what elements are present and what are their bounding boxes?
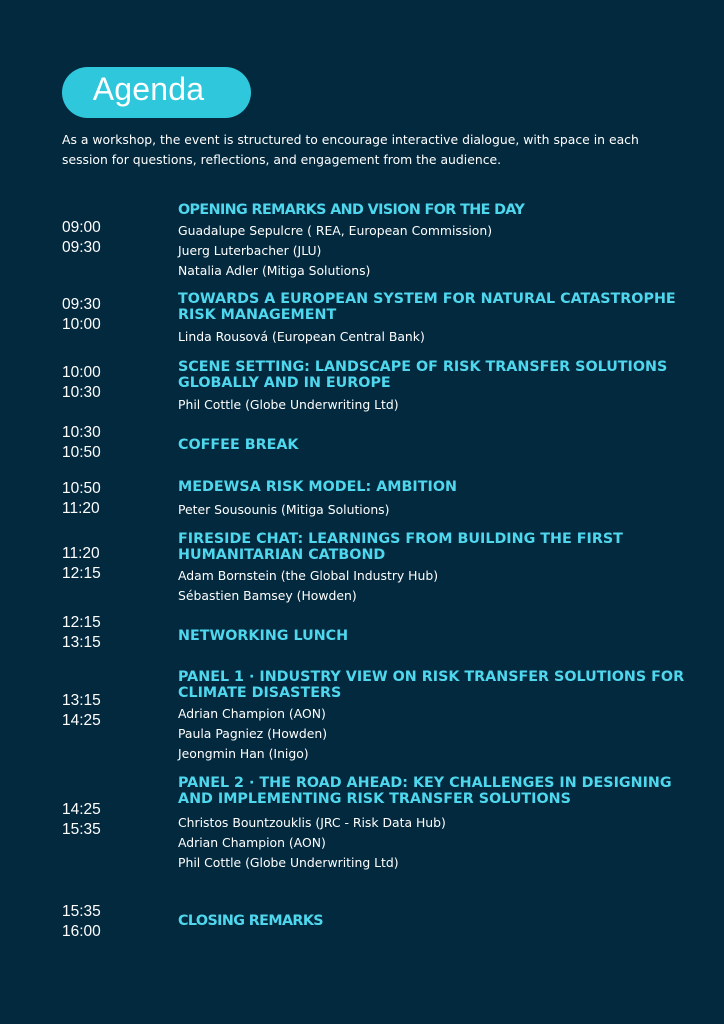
speaker: Phil Cottle (Globe Underwriting Ltd) <box>178 855 399 870</box>
start-time: 12:15 <box>62 614 101 631</box>
page-title: Agenda <box>92 71 205 107</box>
end-time: 10:00 <box>62 316 101 333</box>
session-title: CLOSING REMARKS <box>178 913 323 929</box>
speaker: Natalia Adler (Mitiga Solutions) <box>178 263 371 278</box>
end-time: 15:35 <box>62 821 101 838</box>
session-title: FIRESIDE CHAT: LEARNINGS FROM BUILDING THE FIRST HUMANITARIAN CATBOND <box>178 531 623 563</box>
session-title: PANEL 1 · INDUSTRY VIEW ON RISK TRANSFER SOLUTIONS FOR CLIMATE DISASTERS <box>178 669 685 701</box>
end-time: 16:00 <box>62 923 101 940</box>
speaker: Adam Bornstein (the Global Industry Hub) <box>178 568 439 583</box>
speaker: Christos Bountzouklis (JRC - Risk Data Hub) <box>178 815 446 830</box>
time-range <box>62 423 122 463</box>
speaker: Adrian Champion (AON) <box>178 835 326 850</box>
time-range <box>62 691 122 731</box>
speaker-list <box>178 221 698 281</box>
speaker: Jeongmin Han (Inigo) <box>178 746 309 761</box>
agenda-title-pill <box>62 67 251 118</box>
end-time: 13:15 <box>62 634 101 651</box>
start-time: 10:50 <box>62 480 101 497</box>
end-time: 12:15 <box>62 565 101 582</box>
speaker-list <box>178 395 698 415</box>
time-range <box>62 544 122 584</box>
speaker: Linda Rousová (European Central Bank) <box>178 329 425 344</box>
time-range <box>62 479 122 519</box>
speaker: Phil Cottle (Globe Underwriting Ltd) <box>178 397 399 412</box>
start-time: 14:25 <box>62 801 101 818</box>
end-time: 11:20 <box>62 500 100 517</box>
start-time: 09:30 <box>62 296 101 313</box>
end-time: 14:25 <box>62 712 101 729</box>
end-time: 09:30 <box>62 239 101 256</box>
speaker: Sébastien Bamsey (Howden) <box>178 588 357 603</box>
speaker-list <box>178 813 698 873</box>
start-time: 10:00 <box>62 364 101 381</box>
start-time: 10:30 <box>62 424 101 441</box>
speaker-list <box>178 500 698 520</box>
time-range <box>62 295 122 335</box>
speaker: Paula Pagniez (Howden) <box>178 726 328 741</box>
start-time: 15:35 <box>62 903 101 920</box>
end-time: 10:50 <box>62 444 101 461</box>
session-title: SCENE SETTING: LANDSCAPE OF RISK TRANSFER SOLUTIONS GLOBALLY AND IN EUROPE <box>178 359 668 391</box>
speaker: Guadalupe Sepulcre ( REA, European Commission) <box>178 223 493 238</box>
session-title: NETWORKING LUNCH <box>178 628 349 644</box>
start-time: 11:20 <box>62 545 100 562</box>
time-range <box>62 902 122 942</box>
time-range <box>62 613 122 653</box>
time-range <box>62 800 122 840</box>
session-title: COFFEE BREAK <box>178 437 299 453</box>
speaker: Adrian Champion (AON) <box>178 706 326 721</box>
speaker-list <box>178 566 698 606</box>
start-time: 13:15 <box>62 692 101 709</box>
session-title: OPENING REMARKS AND VISION FOR THE DAY <box>178 202 525 218</box>
time-range <box>62 363 122 403</box>
speaker: Juerg Luterbacher (JLU) <box>178 243 322 258</box>
time-range <box>62 218 122 258</box>
session-title: PANEL 2 · THE ROAD AHEAD: KEY CHALLENGES IN DESIGNING AND IMPLEMENTING RISK TRANSFER SOLUTIONS <box>178 775 672 807</box>
intro-paragraph: As a workshop, the event is structured to encourage interactive dialogue, with space in each session for questions, reflections, and engagement from the audience. <box>62 132 639 167</box>
speaker-list <box>178 704 698 764</box>
speaker: Peter Sousounis (Mitiga Solutions) <box>178 502 390 517</box>
session-title: TOWARDS A EUROPEAN SYSTEM FOR NATURAL CATASTROPHE RISK MANAGEMENT <box>178 291 676 323</box>
end-time: 10:30 <box>62 384 101 401</box>
speaker-list <box>178 327 698 347</box>
start-time: 09:00 <box>62 219 101 236</box>
session-title: MEDEWSA RISK MODEL: AMBITION <box>178 479 457 495</box>
